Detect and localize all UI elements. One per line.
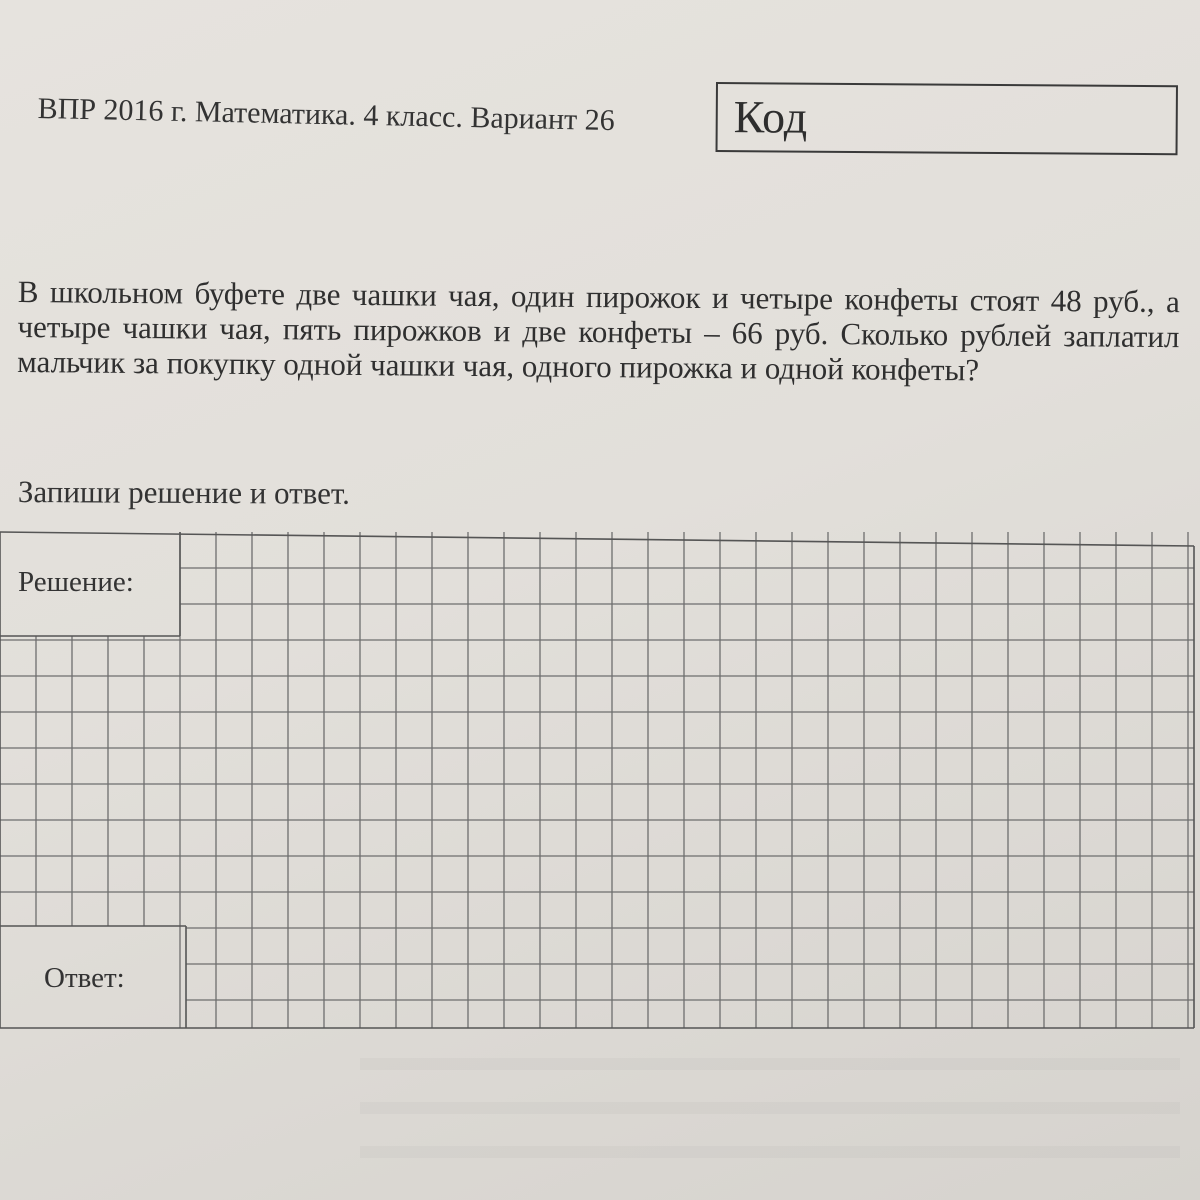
code-label: Код (733, 91, 808, 143)
instruction-text: Запиши решение и ответ. (17, 474, 351, 511)
task-text: В школьном буфете две чашки чая, один пирожок и четыре конфеты стоят 48 руб., а четыре чашки чая, пять пирожков и две конфеты – 66 руб. Сколько рублей заплатил мальчик за покупку одной чашки чая, одного пирожка и одной конфеты? (17, 274, 1180, 388)
exam-title: ВПР 2016 г. Математика. 4 класс. Вариант 26 (37, 92, 616, 138)
answer-label: Ответ: (44, 962, 125, 994)
grid-frame-top (0, 532, 1194, 546)
show-through-text (360, 1040, 1180, 1180)
grid-frame (0, 532, 1194, 1028)
solution-label: Решение: (18, 566, 134, 598)
grid-lines (0, 532, 1194, 1028)
